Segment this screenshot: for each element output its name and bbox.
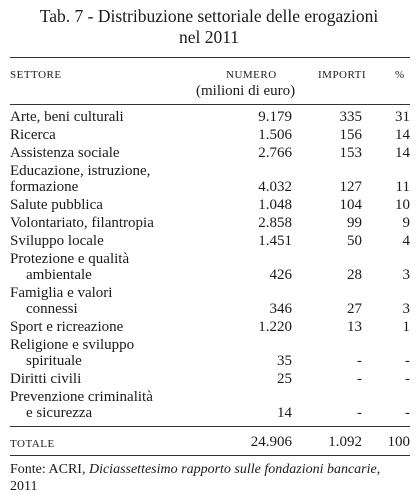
table-row <box>10 251 410 283</box>
table-row <box>10 163 410 195</box>
row-importi: 28 <box>347 267 362 283</box>
row-numero: 9.179 <box>258 109 292 125</box>
table-row <box>10 285 410 317</box>
row-percent: 10 <box>395 197 410 213</box>
row-label-line-1: Prevenzione criminalità <box>10 389 153 405</box>
header-percent: % <box>395 69 405 81</box>
table-row <box>10 109 410 125</box>
row-label <box>10 389 200 421</box>
row-numero: 14 <box>277 405 292 421</box>
row-numero: 1.048 <box>258 197 292 213</box>
row-label <box>10 163 200 195</box>
bottom-rule <box>10 455 410 456</box>
row-label <box>10 215 200 231</box>
row-percent: 31 <box>395 109 410 125</box>
row-label-line-1: Diritti civili <box>10 371 82 387</box>
row-importi: - <box>357 371 362 387</box>
row-label <box>10 197 200 213</box>
row-numero: 25 <box>277 371 292 387</box>
row-label <box>10 337 200 369</box>
row-label-line-1: Educazione, istruzione, <box>10 163 151 179</box>
row-numero: 35 <box>277 353 292 369</box>
header-rule <box>10 104 410 105</box>
row-percent: - <box>405 371 410 387</box>
row-numero: 4.032 <box>258 179 292 195</box>
row-importi: - <box>357 353 362 369</box>
source-year: 2011 <box>10 479 38 494</box>
header-numero: NUMERO <box>226 69 277 81</box>
row-label-line-2: ambientale <box>26 267 92 283</box>
row-numero: 426 <box>269 267 292 283</box>
table-row <box>10 215 410 231</box>
total-rule <box>10 426 410 427</box>
row-label <box>10 251 200 283</box>
row-importi: 156 <box>339 127 362 143</box>
row-importi: - <box>357 405 362 421</box>
row-importi: 13 <box>347 319 362 335</box>
row-numero: 2.858 <box>258 215 292 231</box>
table-row <box>10 389 410 421</box>
table-title <box>0 6 418 48</box>
row-importi: 27 <box>347 301 362 317</box>
row-numero: 1.451 <box>258 233 292 249</box>
row-label-line-2: spirituale <box>26 353 82 369</box>
header-settore: SETTORE <box>10 69 62 81</box>
table-row <box>10 145 410 161</box>
row-label <box>10 233 200 249</box>
row-label <box>10 109 200 125</box>
row-importi: 99 <box>347 215 362 231</box>
row-label-line-1: Salute pubblica <box>10 197 103 213</box>
table-row <box>10 197 410 213</box>
row-label-line-1: Sport e ricreazione <box>10 319 124 335</box>
top-rule <box>10 57 410 58</box>
table-title-line-1: Tab. 7 - Distribuzione settoriale delle erogazioni <box>39 6 379 26</box>
source-suffix: , <box>376 462 381 477</box>
total-label: TOTALE <box>10 438 55 450</box>
total-percent: 100 <box>387 434 410 450</box>
row-percent: 1 <box>402 319 410 335</box>
row-importi: 127 <box>339 179 362 195</box>
row-label-line-2: connessi <box>26 301 78 317</box>
header-units: (milioni di euro) <box>196 83 296 99</box>
table-row <box>10 233 410 249</box>
row-percent: 11 <box>395 179 410 195</box>
table-row <box>10 337 410 369</box>
row-importi: 153 <box>339 145 362 161</box>
table-row <box>10 127 410 143</box>
source-title: Diciassettesimo rapporto sulle fondazioni bancarie <box>88 462 377 477</box>
row-label-line-1: Sviluppo locale <box>10 233 104 249</box>
row-label-line-1: Religione e sviluppo <box>10 337 135 353</box>
row-importi: 50 <box>347 233 362 249</box>
row-percent: 14 <box>395 127 410 143</box>
row-numero: 2.766 <box>258 145 292 161</box>
row-percent: 3 <box>402 267 410 283</box>
row-numero: 1.506 <box>258 127 292 143</box>
row-label <box>10 127 200 143</box>
row-label-line-1: Protezione e qualità <box>10 251 130 267</box>
row-label <box>10 145 200 161</box>
row-importi: 335 <box>339 109 362 125</box>
row-label <box>10 285 200 317</box>
source-prefix: Fonte: ACRI, <box>10 462 89 477</box>
row-label-line-2: e sicurezza <box>26 405 93 421</box>
header-importi: IMPORTI <box>318 69 367 81</box>
row-percent: 9 <box>402 215 410 231</box>
row-label-line-1: Ricerca <box>10 127 56 143</box>
table-row <box>10 371 410 387</box>
row-label-line-1: Assistenza sociale <box>10 145 120 161</box>
total-numero: 24.906 <box>250 434 292 450</box>
row-label-line-1: Volontariato, filantropia <box>10 215 154 231</box>
total-importi: 1.092 <box>328 434 362 450</box>
table-row <box>10 319 410 335</box>
row-numero: 1.220 <box>258 319 292 335</box>
row-percent: 3 <box>402 301 410 317</box>
row-label <box>10 319 200 335</box>
row-label-line-2: formazione <box>10 179 79 195</box>
source-note <box>10 461 410 495</box>
row-percent: - <box>405 353 410 369</box>
table-title-line-2: nel 2011 <box>178 27 240 47</box>
row-importi: 104 <box>339 197 362 213</box>
row-label-line-1: Famiglia e valori <box>10 285 113 301</box>
row-label <box>10 371 200 387</box>
row-numero: 346 <box>269 301 292 317</box>
row-label-line-1: Arte, beni culturali <box>10 109 124 125</box>
row-percent: 4 <box>402 233 410 249</box>
row-percent: - <box>405 405 410 421</box>
row-percent: 14 <box>395 145 410 161</box>
